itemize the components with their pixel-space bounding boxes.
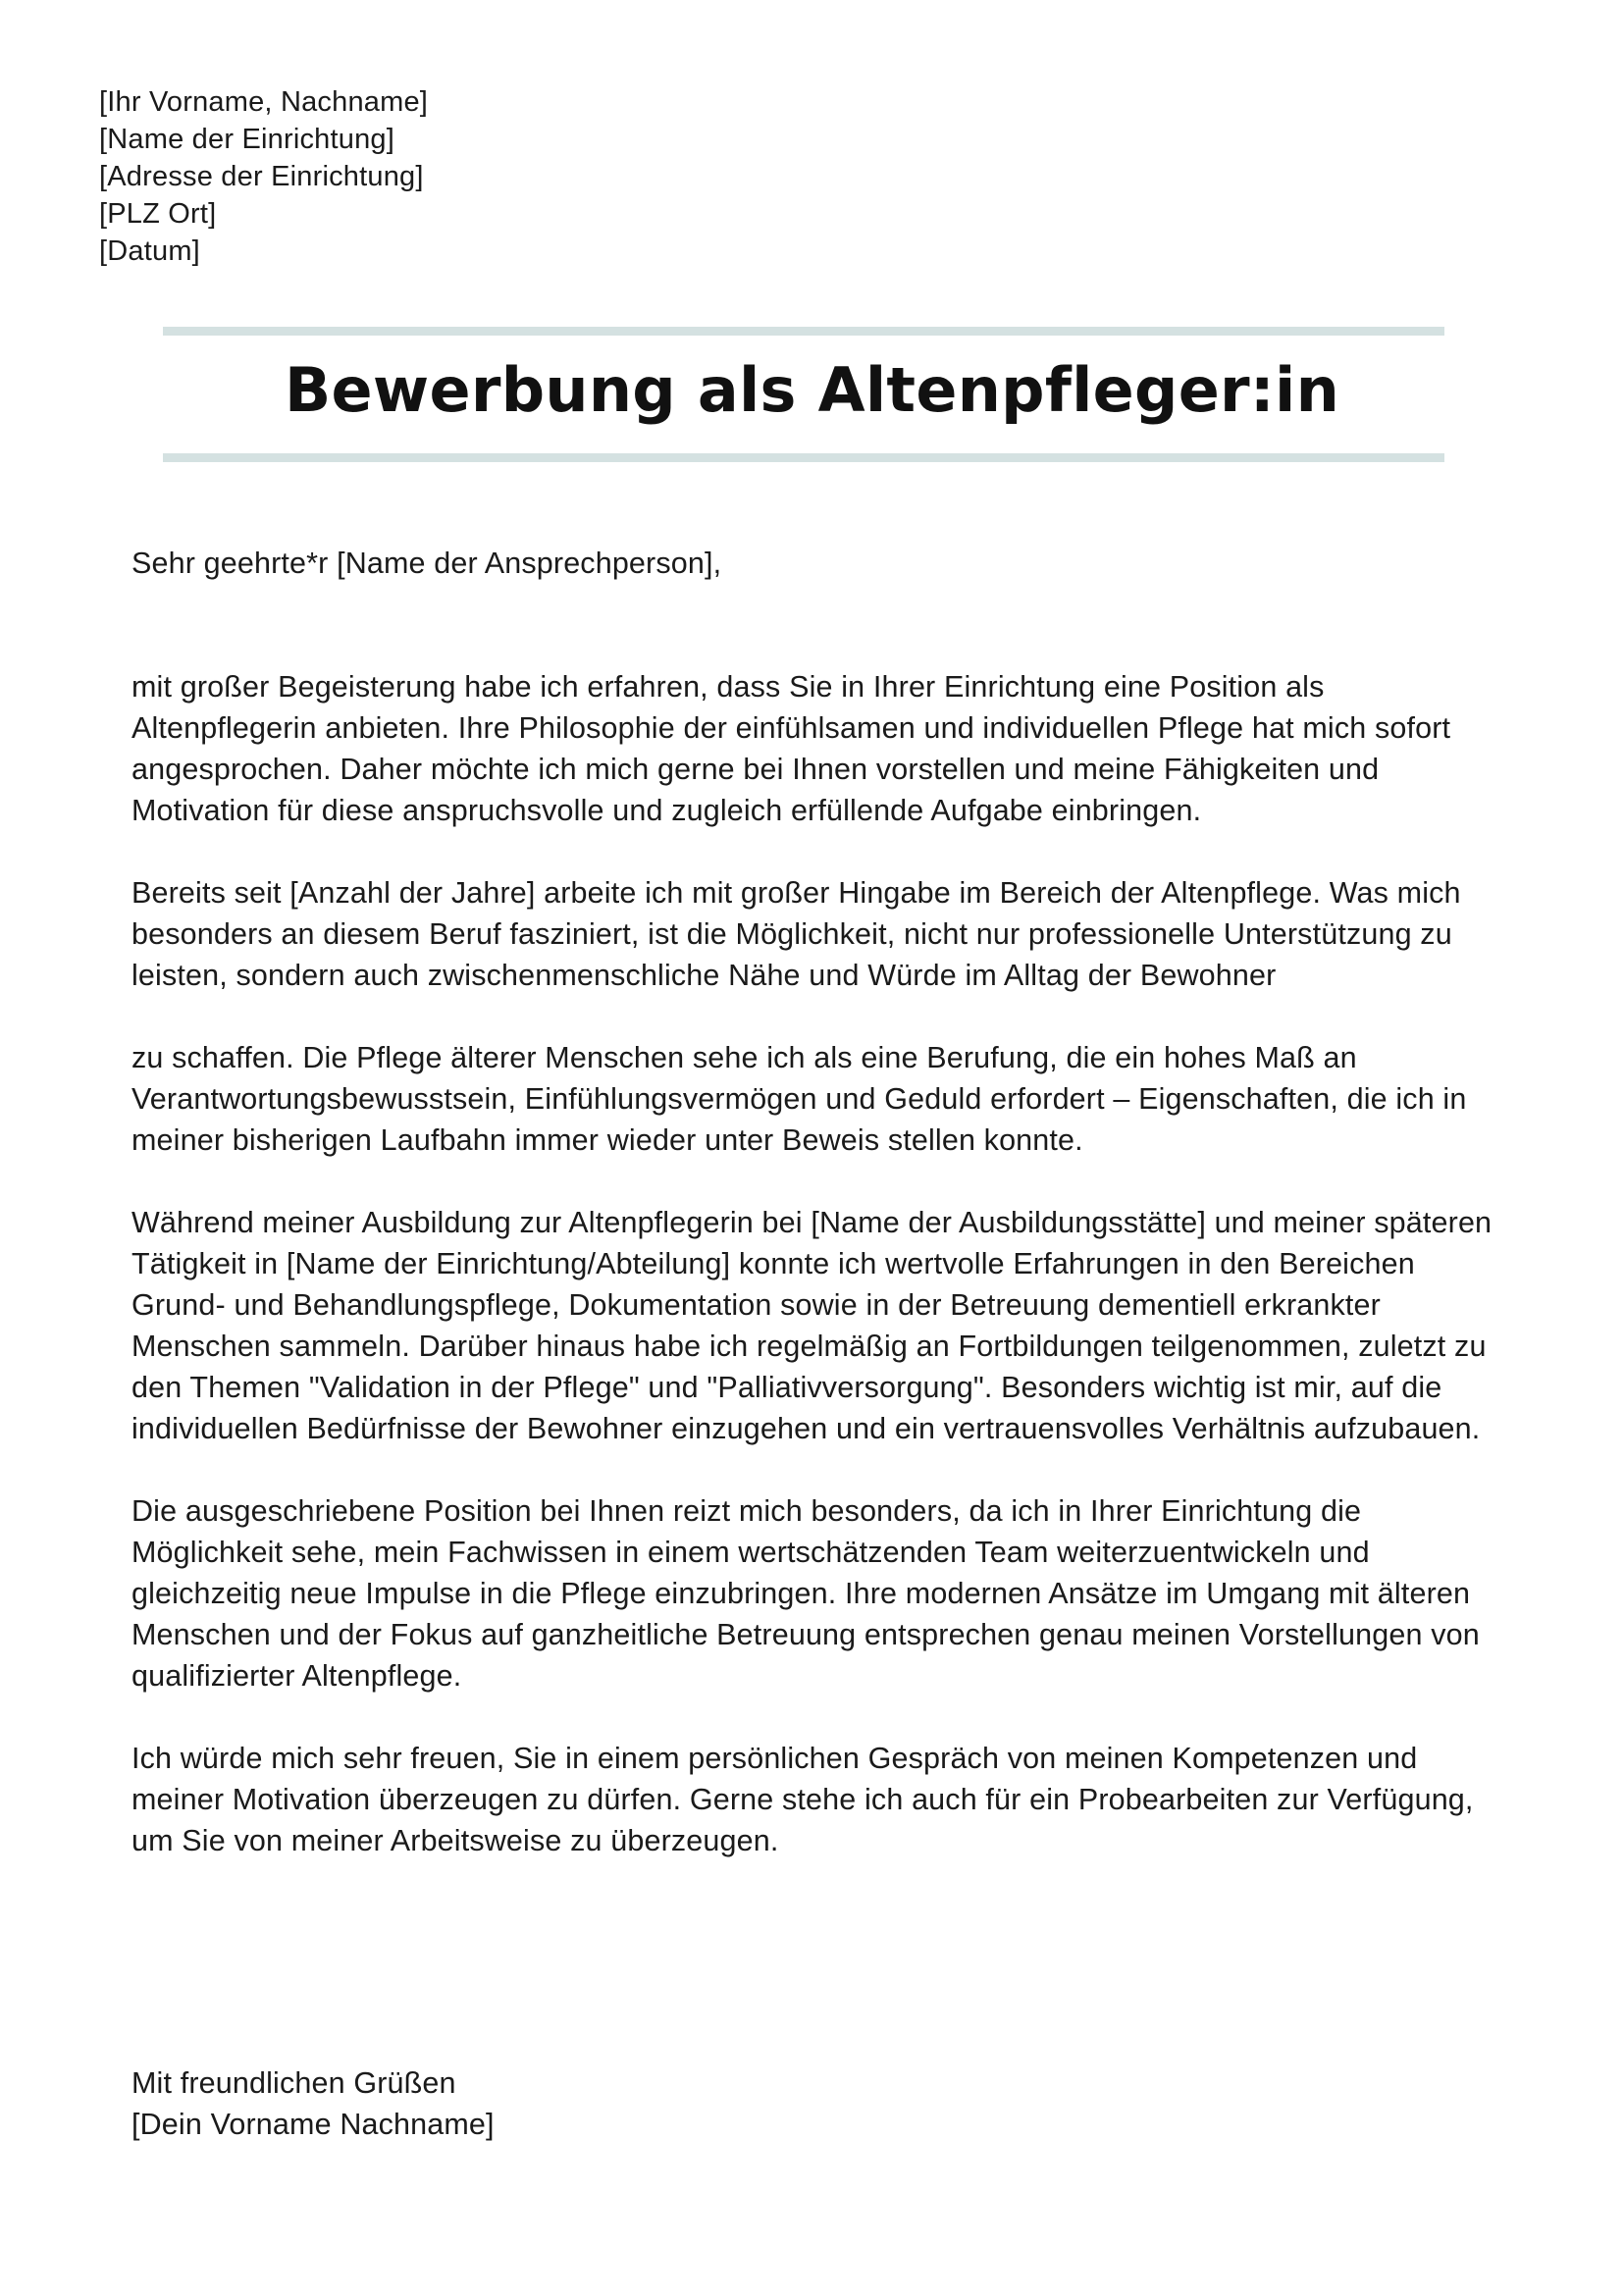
title-bottom-divider [163,453,1444,462]
paragraph-interview-request: Ich würde mich sehr freuen, Sie in einem persönlichen Gespräch von meinen Kompetenzen und meiner Motivation überzeugen zu dürfen. Gerne stehe ich auch für ein Probearbeiten zur Verfügung, um Sie von meiner Arbeitsweise zu überzeugen. [131,1742,1474,1857]
letter-closing [131,2062,1515,2145]
title-top-divider [163,327,1444,336]
paragraph-training: Während meiner Ausbildung zur Altenpflegerin bei [Name der Ausbildungsstätte] und meiner späteren Tätigkeit in [Name der Einrichtung/Abteilung] konnte ich wertvolle Erfahrungen in den Bereichen Grund- und Behandlungspflege, Dokumentation sowie in der Betreuung dementiell erkrankter Menschen sammeln. Darüber hinaus habe ich regelmäßig an Fortbildungen teilgenommen, zuletzt zu den Themen "Validation in der Pflege" und "Palliativversorgung". Besonders wichtig ist mir, auf die individuellen Bedürfnisse der Bewohner einzugehen und ein vertrauensvolles Verhältnis aufzubauen. [131,1206,1493,1445]
letter-body [131,666,1515,1903]
salutation: Sehr geehrte*r [Name der Ansprechperson], [131,547,722,580]
letter-title: Bewerbung als Altenpfleger:in [284,354,1340,426]
postal-code-city: [PLZ Ort] [99,198,217,230]
institution-name: [Name der Einrichtung] [99,124,394,155]
letter-date: [Datum] [99,235,200,267]
closing-greeting: Mit freundlichen Grüßen [131,2066,456,2100]
sender-address-block [99,83,428,270]
paragraph-introduction: mit großer Begeisterung habe ich erfahren, dass Sie in Ihrer Einrichtung eine Position als Altenpflegerin anbieten. Ihre Philosophie der einfühlsamen und individuellen Pflege hat mich sofort angesprochen. Daher möchte ich mich gerne bei Ihnen vorstellen und meine Fähigkeiten und Motivation für diese anspruchsvolle und zugleich erfüllende Aufgabe einbringen. [131,670,1451,827]
sender-name: [Ihr Vorname, Nachname] [99,86,429,118]
signature-name: [Dein Vorname Nachname] [131,2108,495,2141]
paragraph-experience: Bereits seit [Anzahl der Jahre] arbeite ich mit großer Hingabe im Bereich der Altenpflege. Was mich besonders an diesem Beruf fasziniert, ist die Möglichkeit, nicht nur professionelle Unterstützung zu leisten, sondern auch zwischenmenschliche Nähe und Würde im Alltag der Bewohner [131,876,1461,992]
institution-address: [Adresse der Einrichtung] [99,161,424,192]
paragraph-motivation: Die ausgeschriebene Position bei Ihnen reizt mich besonders, da ich in Ihrer Einrichtung die Möglichkeit sehe, mein Fachwissen in einem wertschätzenden Team weiterzuentwickeln und gleichzeitig neue Impulse in die Pflege einzubringen. Ihre modernen Ansätze im Umgang mit älteren Menschen und der Fokus auf ganzheitliche Betreuung entsprechen genau meinen Vorstellungen von qualifizierter Altenpflege. [131,1494,1480,1693]
paragraph-vocation: zu schaffen. Die Pflege älterer Menschen sehe ich als eine Berufung, die ein hohes Maß an Verantwortungsbewusstsein, Einfühlungsvermögen und Geduld erfordert – Eigenschaften, die ich in meiner bisherigen Laufbahn immer wieder unter Beweis stellen konnte. [131,1041,1467,1157]
